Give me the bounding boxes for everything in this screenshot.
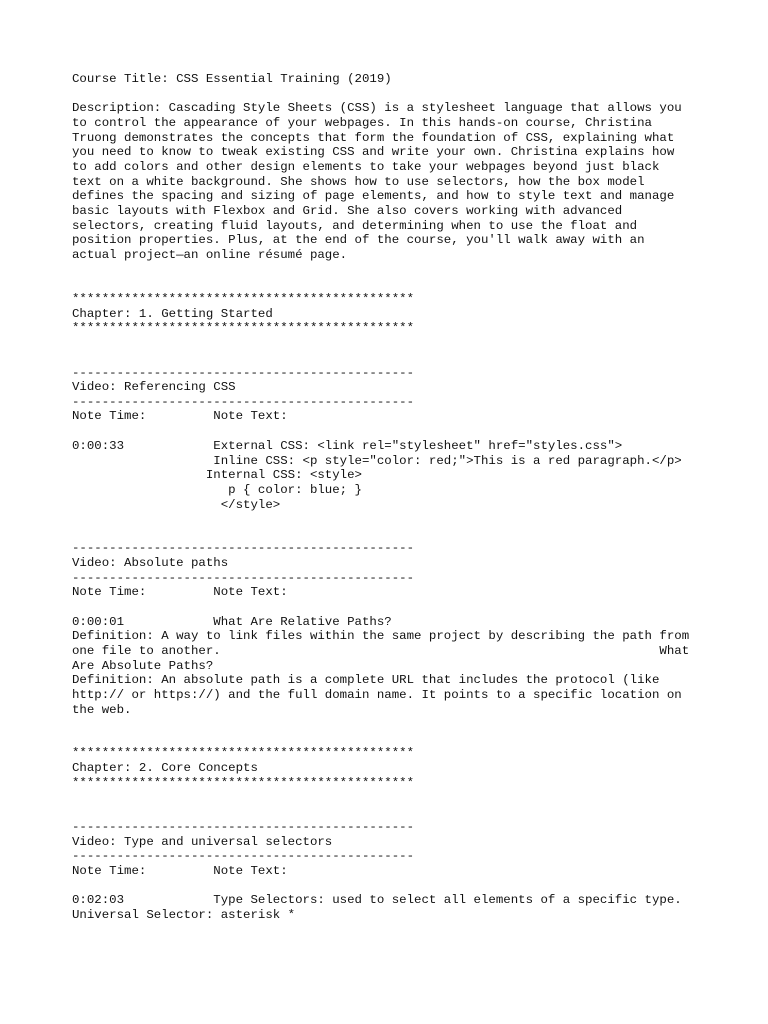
video-heading: Video: Type and universal selectors bbox=[72, 835, 333, 849]
star-separator: ********************************************** bbox=[72, 746, 415, 760]
note-line: Definition: A way to link files within the same project by describing the path from bbox=[72, 629, 690, 643]
description-line: actual project—an online résumé page. bbox=[72, 248, 348, 262]
note-line: </style> bbox=[72, 498, 281, 512]
note-line: Internal CSS: <style> bbox=[72, 468, 362, 482]
note-column-header: Note Time: Note Text: bbox=[72, 409, 288, 423]
note-line: the web. bbox=[72, 703, 132, 717]
note-line: 0:00:01 What Are Relative Paths? bbox=[72, 615, 392, 629]
chapter-heading: Chapter: 2. Core Concepts bbox=[72, 761, 258, 775]
note-line: 0:02:03 Type Selectors: used to select all elements of a specific type. bbox=[72, 893, 682, 907]
video-heading: Video: Absolute paths bbox=[72, 556, 229, 570]
description-line: you need to know to tweak existing CSS and write your own. Christina explains how bbox=[72, 145, 675, 159]
chapter-heading: Chapter: 1. Getting Started bbox=[72, 307, 273, 321]
note-column-header: Note Time: Note Text: bbox=[72, 585, 288, 599]
note-line: Universal Selector: asterisk * bbox=[72, 908, 296, 922]
dash-separator: ---------------------------------------------- bbox=[72, 395, 415, 409]
dash-separator: ---------------------------------------------- bbox=[72, 820, 415, 834]
description-line: selectors, creating fluid layouts, and determining when to use the float and bbox=[72, 219, 638, 233]
note-line: Definition: An absolute path is a complete URL that includes the protocol (like bbox=[72, 673, 660, 687]
description-line: to control the appearance of your webpages. In this hands-on course, Christina bbox=[72, 116, 652, 130]
dash-separator: ---------------------------------------------- bbox=[72, 849, 415, 863]
description-line: text on a white background. She shows how to use selectors, how the box model bbox=[72, 175, 645, 189]
description-line: to add colors and other design elements to take your webpages beyond just black bbox=[72, 160, 660, 174]
description-line: defines the spacing and sizing of page elements, and how to style text and manage bbox=[72, 189, 675, 203]
video-heading: Video: Referencing CSS bbox=[72, 380, 236, 394]
note-line: http:// or https://) and the full domain name. It points to a specific location on bbox=[72, 688, 682, 702]
dash-separator: ---------------------------------------------- bbox=[72, 571, 415, 585]
dash-separator: ---------------------------------------------- bbox=[72, 541, 415, 555]
dash-separator: ---------------------------------------------- bbox=[72, 366, 415, 380]
description-line: Description: Cascading Style Sheets (CSS) is a stylesheet language that allows you bbox=[72, 101, 682, 115]
course-title: Course Title: CSS Essential Training (2019) bbox=[72, 72, 392, 86]
note-line: Inline CSS: <p style="color: red;">This is a red paragraph.</p> bbox=[72, 454, 682, 468]
star-separator: ********************************************** bbox=[72, 292, 415, 306]
description-line: Truong demonstrates the concepts that form the foundation of CSS, explaining what bbox=[72, 131, 675, 145]
star-separator: ********************************************** bbox=[72, 776, 415, 790]
description-line: position properties. Plus, at the end of the course, you'll walk away with an bbox=[72, 233, 645, 247]
description-line: basic layouts with Flexbox and Grid. She also covers working with advanced bbox=[72, 204, 623, 218]
note-line: Are Absolute Paths? bbox=[72, 659, 214, 673]
note-line: p { color: blue; } bbox=[72, 483, 362, 497]
note-line: one file to another. What bbox=[72, 644, 690, 658]
note-column-header: Note Time: Note Text: bbox=[72, 864, 288, 878]
star-separator: ********************************************** bbox=[72, 321, 415, 335]
note-line: 0:00:33 External CSS: <link rel="stylesheet" href="styles.css"> bbox=[72, 439, 623, 453]
